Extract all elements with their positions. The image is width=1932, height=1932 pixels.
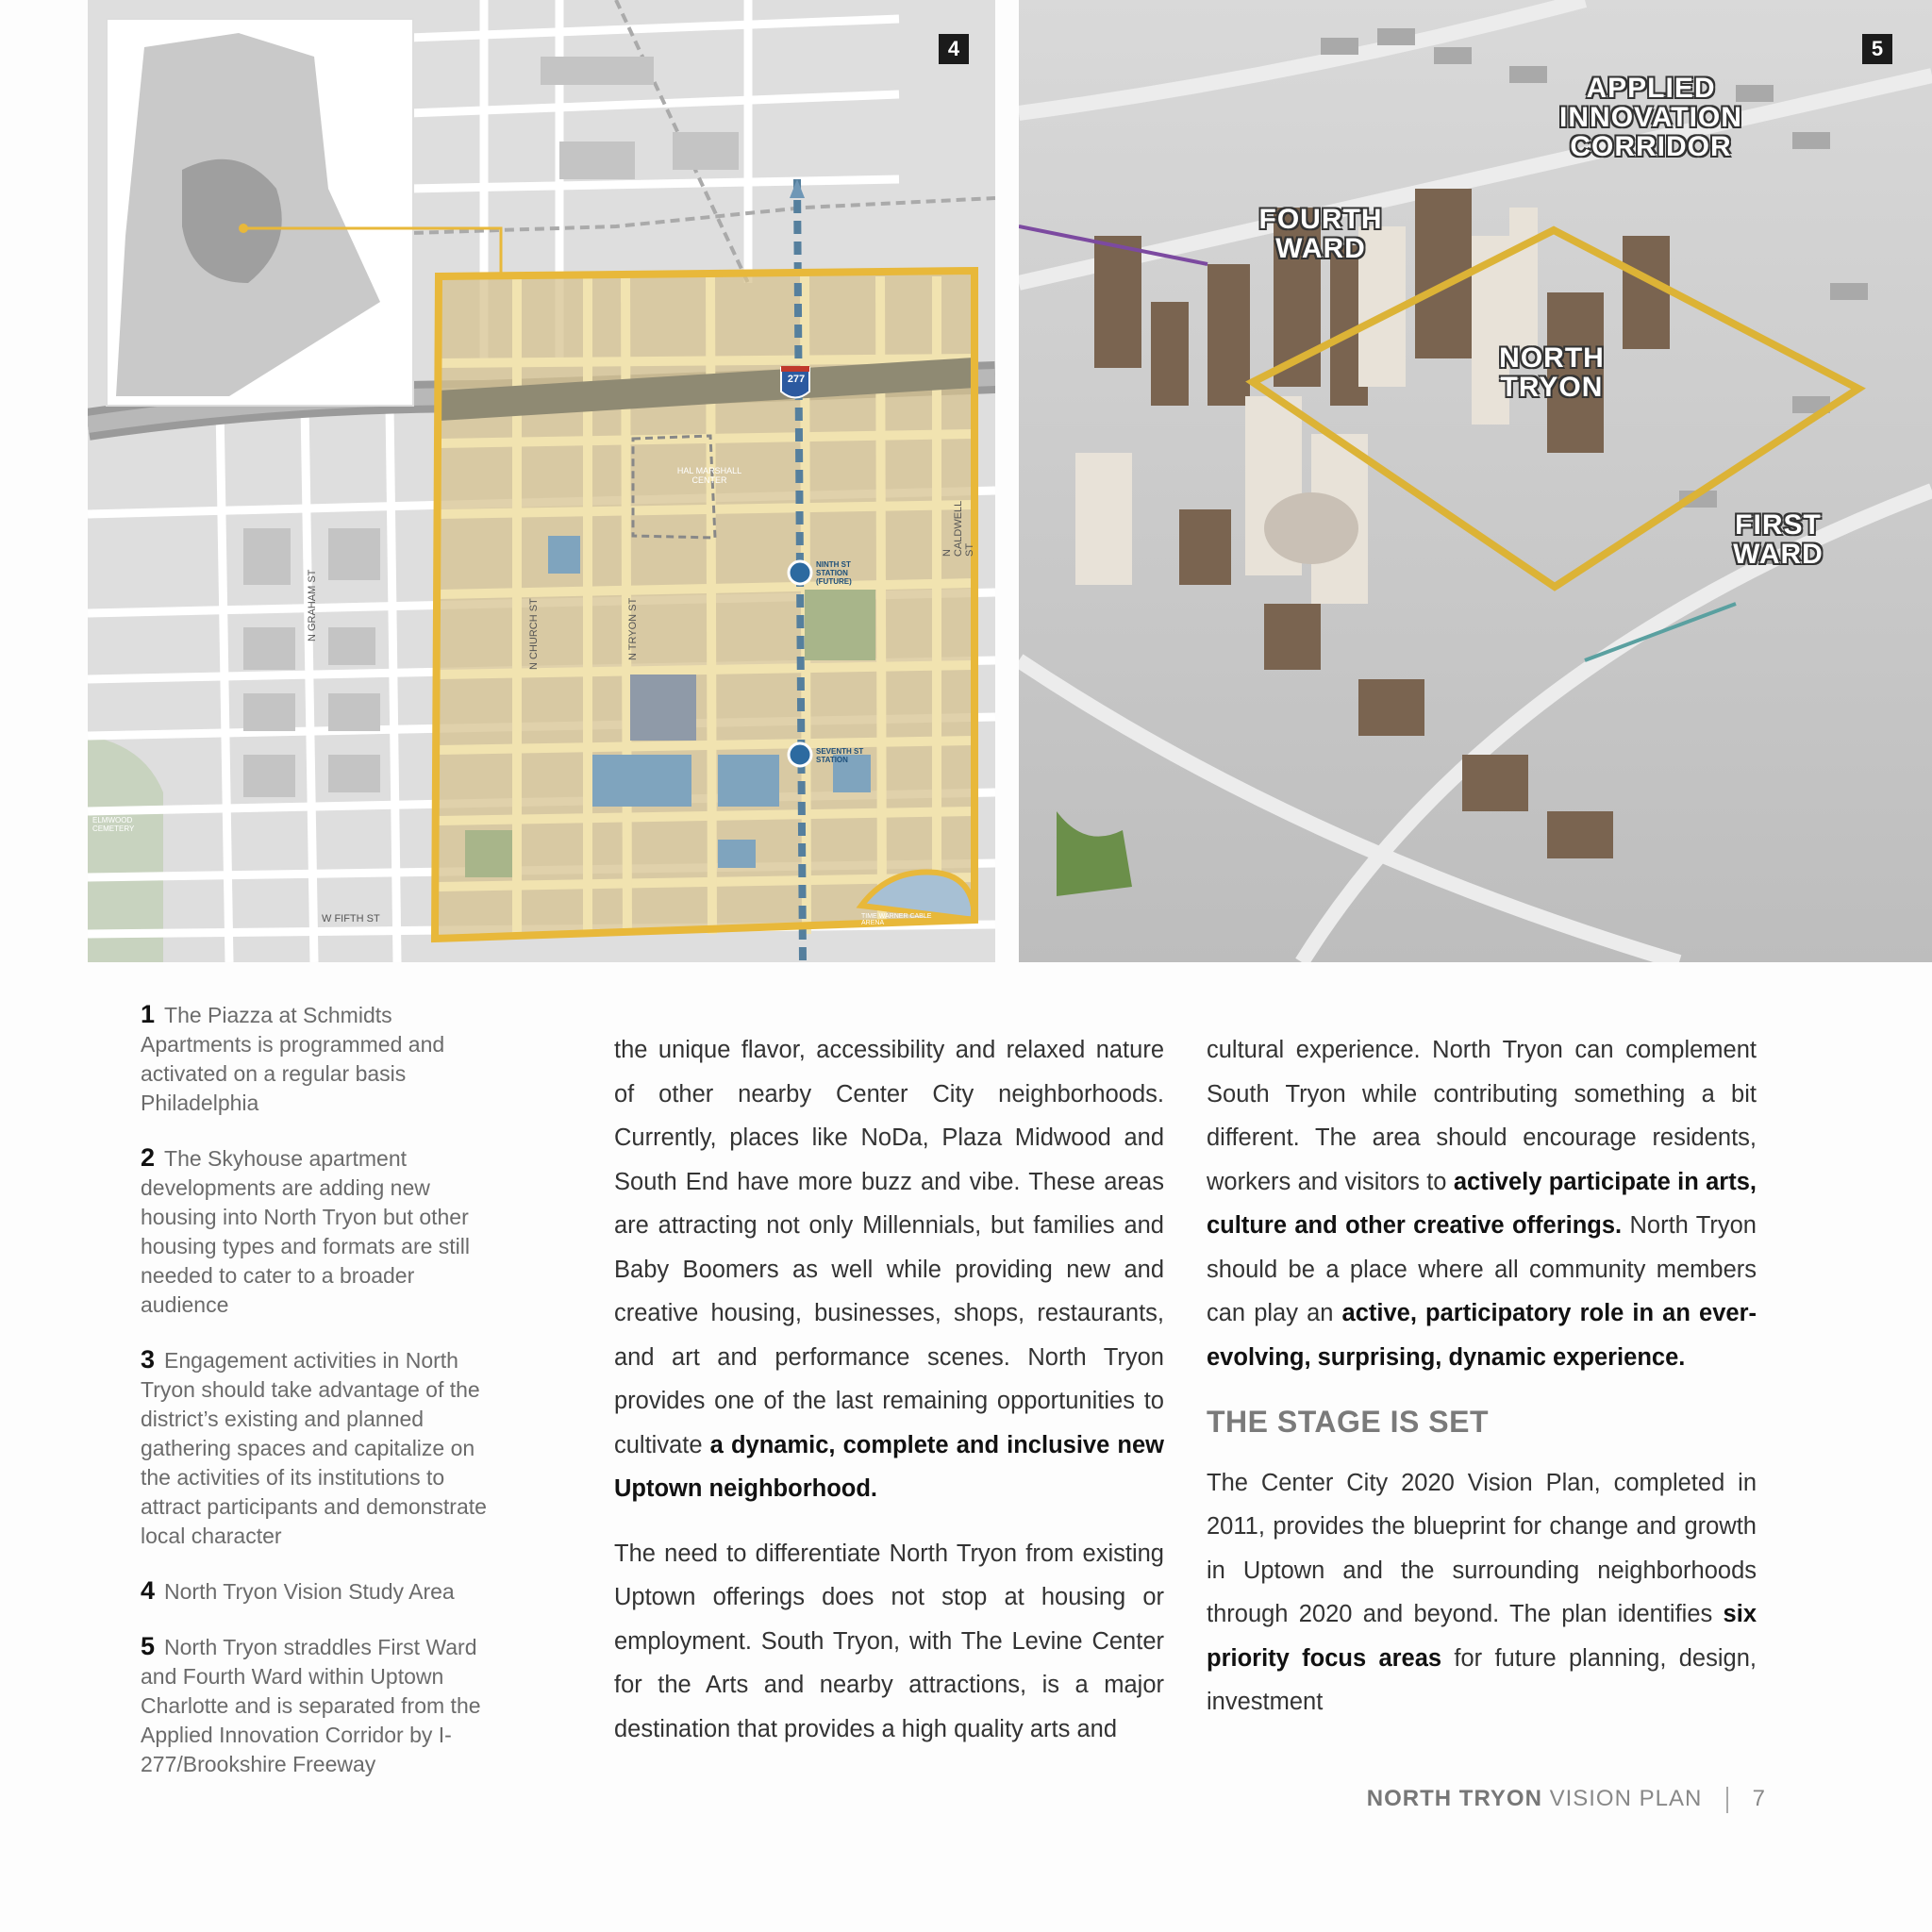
place-label: HAL MARSHALL CENTER (676, 466, 742, 485)
street-label: W FIFTH ST (322, 913, 380, 924)
footer-brand: NORTH TRYON (1366, 1786, 1542, 1811)
street-label: N TRYON ST (627, 597, 639, 660)
place-label: NINTH ST STATION (FUTURE) (816, 560, 852, 586)
station-icon (789, 561, 811, 584)
street-label: N GRAHAM ST (307, 569, 318, 641)
place-label: SEVENTH ST STATION (816, 747, 864, 764)
figure-number-5: 5 (1862, 34, 1892, 64)
label-fourth-ward: FOURTH WARD (1258, 204, 1383, 264)
paragraph: the unique flavor, accessibility and relaxed nature of other nearby Center City neighborhoods. Currently, places like NoDa, Plaza Midwood and South End have more buzz and vibe. These areas are attracting not only Millennials, but families and Baby Boomers as well while providing new and creative housing, businesses, shops, restaurants, and art and performance scenes. North Tryon provides one of the last remaining opportunities to cultivate a dynamic, complete and inclusive new Uptown neighborhood. (614, 1037, 1164, 1502)
caption-1: 1 The Piazza at Schmidts Apartments is programmed and activated on a regular basis Philadelphia (141, 1000, 445, 1115)
figure-number-4: 4 (939, 34, 969, 64)
page-number: 7 (1752, 1786, 1766, 1811)
study-area-map (88, 0, 995, 962)
street-label: N CALDWELL ST (941, 501, 975, 557)
highway-number: 277 (787, 374, 806, 385)
section-heading: THE STAGE IS SET (1207, 1405, 1489, 1439)
paragraph: cultural experience. North Tryon can complement South Tryon while contributing something a bit different. The area should encourage residents, workers and visitors to actively participate in arts, culture and other creative offerings. North Tryon should be a place where all community members can play an active, participatory role in an ever-evolving, surprising, dynamic experience. (1207, 1037, 1757, 1371)
street-label: N CHURCH ST (528, 598, 540, 670)
footer-divider (1726, 1787, 1728, 1813)
caption-5: 5 North Tryon straddles First Ward and Fourth Ward within Uptown Charlotte and is separated from the Applied Innovation Corridor by I-277/Brookshire Freeway (141, 1632, 481, 1776)
place-label: ELMWOOD CEMETERY (92, 816, 135, 833)
figure-captions (141, 1000, 499, 1805)
body-column-2 (1207, 1028, 1757, 1745)
label-first-ward: FIRST WARD (1733, 509, 1824, 570)
label-north-tryon: NORTH TRYON (1499, 342, 1605, 403)
caption-4: 4 North Tryon Vision Study Area (141, 1576, 455, 1605)
place-label: TIME WARNER CABLE ARENA (861, 913, 932, 926)
page-footer (1367, 1786, 1766, 1813)
caption-3: 3 Engagement activities in North Tryon should take advantage of the district’s existing and planned gathering spaces and capitalize on the activities of its institutions to attract participants and demonstrate local character (141, 1345, 487, 1548)
caption-2: 2 The Skyhouse apartment developments are adding new housing into North Tryon but other housing types and formats are still needed to cater to a broader audience (141, 1143, 471, 1317)
footer-title: VISION PLAN (1549, 1786, 1703, 1811)
body-column-1 (614, 1028, 1164, 1772)
aerial-rendering (1019, 0, 1932, 962)
paragraph: The need to differentiate North Tryon from existing Uptown offerings does not stop at housing or employment. South Tryon, with The Levine Center for the Arts and nearby attractions, is a major destination that provides a high quality arts and (614, 1540, 1164, 1742)
label-applied-innovation-corridor: APPLIED INNOVATION CORRIDOR (1559, 73, 1742, 162)
paragraph: The Center City 2020 Vision Plan, completed in 2011, provides the blueprint for change and growth in Uptown and the surrounding neighborhoods through 2020 and beyond. The plan identifies six priority focus areas for future planning, design, investment (1207, 1469, 1757, 1715)
station-icon (789, 743, 811, 766)
